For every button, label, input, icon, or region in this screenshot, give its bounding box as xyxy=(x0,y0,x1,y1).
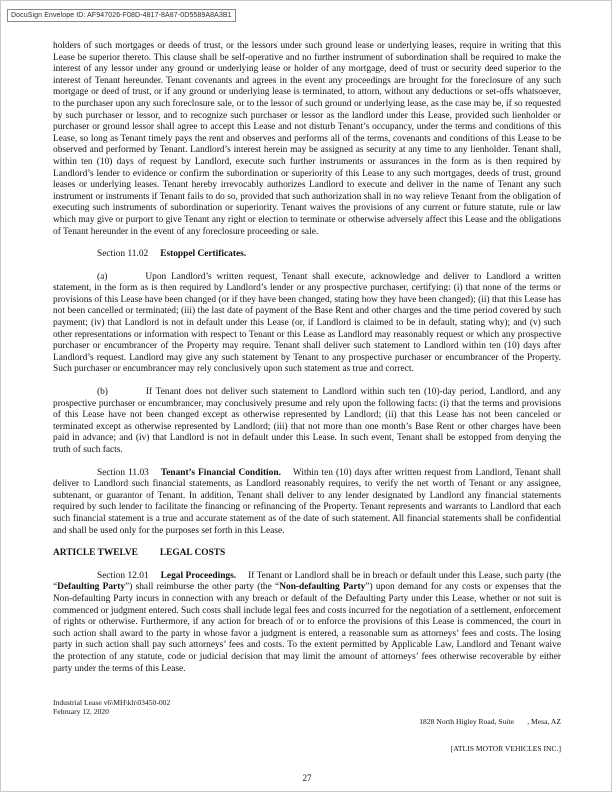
footer-lease-version: Industrial Lease v6\MH\kh\03450-002 xyxy=(53,698,171,708)
docusign-envelope-id: DocuSign Envelope ID: AF947026-F08D-4817-8A87-0D5589A8A3B1 xyxy=(7,9,236,22)
paragraph-text: Within ten (10) days after written request from Landlord, Tenant shall deliver to Landlord such financial statements, as Landlord reasonably requires, to verify the net worth of Tenant or any assignee, subtenant, or guarantor of Tenant. In addition, Tenant shall deliver to any lender designated by Landlord any financial statements required by such lender to facilitate the financing or refinancing of the Property. Tenant represents and warrants to Landlord that each such financial statement is a true and accurate statement as of the date of such statement. All financial statements shall be confidential and shall be used only for the purposes set forth in this Lease. xyxy=(53,467,561,536)
page-number: 27 xyxy=(302,772,312,783)
defined-term-non-defaulting-party: Non-defaulting Party xyxy=(279,582,366,593)
defined-term-defaulting-party: Defaulting Party xyxy=(57,582,126,593)
section-title: Tenant’s Financial Condition. xyxy=(160,467,281,478)
footer-date: February 12, 2020 xyxy=(53,707,109,717)
footer-address: 1828 North Higley Road, Suite , Mesa, AZ xyxy=(419,716,561,726)
paragraph-text-run: ”) shall reimburse the other party (the “ xyxy=(125,582,280,593)
paragraph-estoppel-a xyxy=(53,272,561,376)
article-number: ARTICLE TWELVE xyxy=(53,548,138,559)
list-label-a: (a) xyxy=(97,271,108,282)
section-heading-11-02 xyxy=(53,249,561,261)
document-body xyxy=(53,41,561,686)
section-number: Section 12.01 xyxy=(97,570,149,581)
section-title: Estoppel Certificates. xyxy=(160,249,247,260)
section-number: Section 11.03 xyxy=(97,467,149,478)
paragraph-section-12-01 xyxy=(53,571,561,675)
paragraph-estoppel-b xyxy=(53,387,561,457)
paragraph-text-run: ”) upon demand for any costs or expenses that the Non-defaulting Party incurs in connection with any breach or default of the Defaulting Party under this Lease, whether or not suit is commenced or judgment entered. Such costs shall include legal fees and costs incurred for the negotiation of a settlement, enforcement of rights or otherwise. Furthermore, if any action for breach of or to enforce the provisions of this Lease is commenced, the court in such action shall award to the party in whose favor a judgment is entered, a reasonable sum as attorneys’ fees and costs. The losing party in such action shall pay such attorneys’ fees and costs. To the extent permitted by Applicable Law, Landlord and Tenant waive the protection of any statute, code or judicial decision that may limit the amount of attorneys’ fees otherwise recoverable by either party under the terms of this Lease. xyxy=(53,582,562,674)
paragraph-subordination-continued: holders of such mortgages or deeds of trust, or the lessors under such ground lease or underlying leases, require in writing that this Lease be superior thereto. This clause shall be self-operative and no further instrument of subordination shall be required to make the interest of any lessor under any ground or underlying lease or holder of any mortgage, deed of trust or security deed superior to the interest of Tenant hereunder. Tenant covenants and agrees in the event any proceedings are brought for the foreclosure of any such mortgage or deed of trust, or if any ground or underlying lease is terminated, to attorn, without any deductions or set-offs whatsoever, to the purchaser upon any such foreclosure sale, or to the lessor of such ground or underlying lease, as the case may be, if so requested by such purchaser or lessor, and to recognize such purchaser or lessor as the landlord under this Lease, provided such lienholder or purchaser or ground lessor shall agree to accept this Lease and not disturb Tenant’s occupancy, under the terms and conditions of this Lease, so long as Tenant timely pays the rent and observes and performs all of the terms, covenants and conditions of this Lease to be observed and performed by Tenant. Landlord’s interest herein may be assigned as security at any time to any lienholder. Tenant shall, within ten (10) days of request by Landlord, execute such further instruments or assurances in the form as is then required by Landlord’s lender to evidence or confirm the subordination or superiority of this Lease to any such mortgages, deeds of trust, ground leases or underlying leases. Tenant hereby irrevocably authorizes Landlord to execute and deliver in the name of Tenant any such instrument or instruments if Tenant fails to do so, provided that such authorization shall in no way relieve Tenant from the obligation of executing such instruments of subordination or superiority. Tenant waives the provisions of any current or future statute, rule or law which may give or purport to give Tenant any right or election to terminate or otherwise adversely affect this Lease and the obligations of Tenant hereunder in the event of any foreclosure proceeding or sale. xyxy=(53,41,561,237)
section-title: Legal Proceedings. xyxy=(160,570,237,581)
article-title: LEGAL COSTS xyxy=(159,548,226,559)
section-number: Section 11.02 xyxy=(97,249,149,260)
footer-property-info xyxy=(419,698,561,772)
paragraph-text-run: If Tenant or Landlord shall be in breach or default under this Lease, such party (the “ xyxy=(53,570,562,593)
article-twelve-heading xyxy=(53,548,561,560)
footer-document-id xyxy=(53,698,170,716)
paragraph-section-11-03 xyxy=(53,468,561,538)
footer-company: [ATLIS MOTOR VEHICLES INC.] xyxy=(450,744,561,754)
paragraph-text: Upon Landlord’s written request, Tenant shall execute, acknowledge and deliver to Landlord a written statement, in the form as is then required by Landlord’s lender or any prospective purchaser, certifying: (i) that none of the terms or provisions of this Lease have been changed (or if they have been changed, stating how they have been changed); (ii) that this Lease has not been cancelled or terminated; (iii) the last date of payment of the Base Rent and other charges and the time period covered by such payment; (iv) that Landlord is not in default under this Lease (or, if Landlord is claimed to be in default, stating why); and (v) such other representations or information with respect to Tenant or this Lease as Landlord may reasonably request or which any prospective purchaser or encumbrancer of the Property may require. Tenant shall deliver such statement to Landlord within ten (10) days after Landlord’s request. Landlord may give any such statement by Tenant to any prospective purchaser or encumbrancer of the Property. Such purchaser or encumbrancer may rely conclusively upon such statement as true and correct. xyxy=(53,271,561,375)
page-footer xyxy=(53,698,561,783)
paragraph-text: If Tenant does not deliver such statement to Landlord within such ten (10)-day period, Landlord, and any prospective purchaser or encumbrancer, may conclusively presume and rely upon the following facts: (i) that the terms and provisions of this Lease have not been changed except as otherwise represented by Landlord; (ii) that this Lease has not been canceled or terminated except as otherwise represented by Landlord; (iii) that not more than one month’s Base Rent or other charges have been paid in advance; and (iv) that Landlord is not in default under this Lease. In such event, Tenant shall be estopped from denying the truth of such facts. xyxy=(53,387,561,455)
list-label-b: (b) xyxy=(97,387,108,398)
